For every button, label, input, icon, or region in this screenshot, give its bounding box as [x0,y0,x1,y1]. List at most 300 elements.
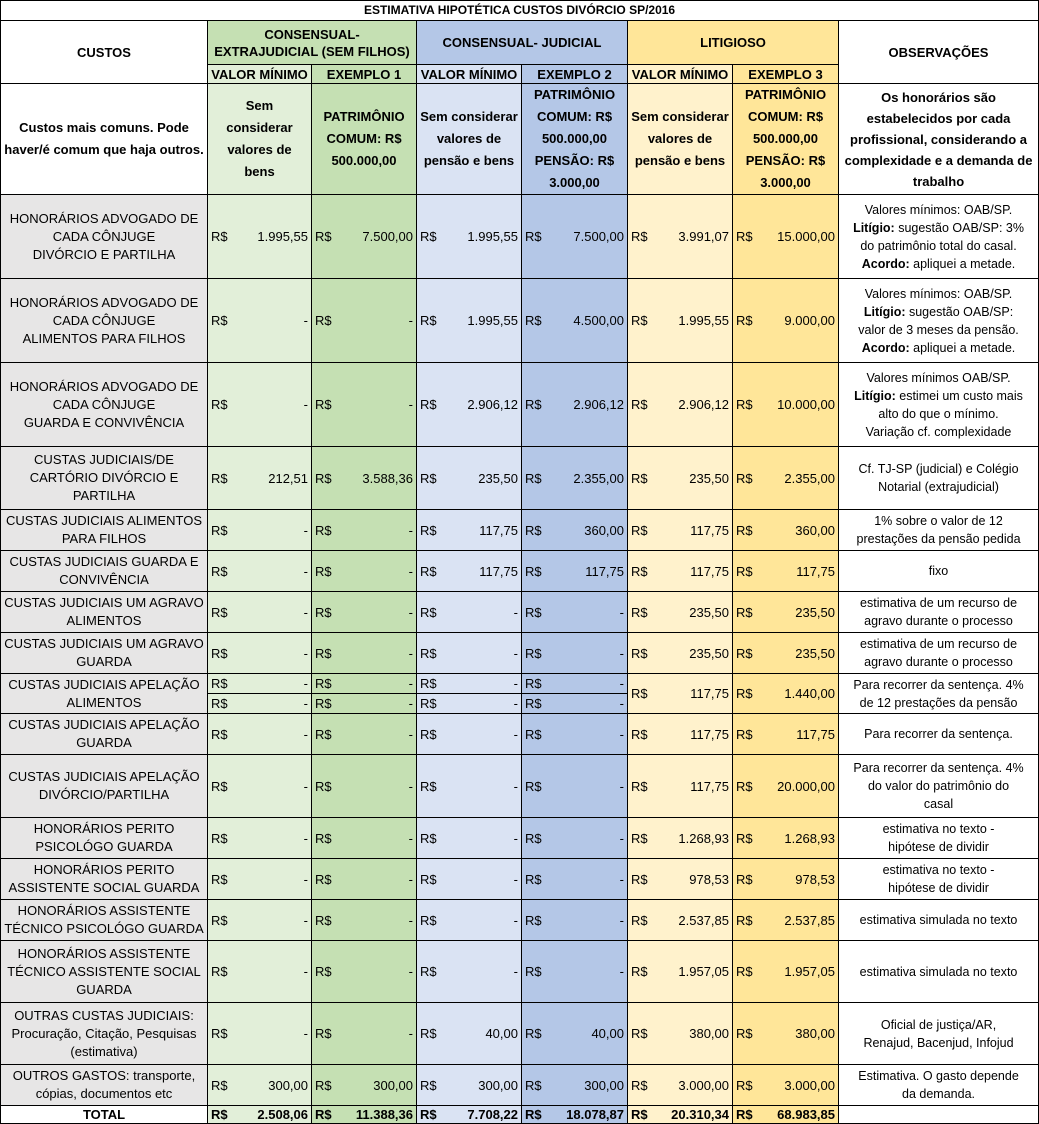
value-cell [733,859,839,900]
currency-symbol: R$ [315,645,332,661]
observation-text: estimativa no texto - [882,822,995,836]
observation-line [842,1085,1035,1103]
currency-symbol: R$ [420,778,437,794]
amount: 40,00 [591,1026,624,1041]
value-cell [208,755,312,818]
value-cell [628,1003,733,1065]
value-cell [733,1003,839,1065]
amount: - [513,645,518,661]
amount: 40,00 [485,1026,518,1041]
observation-text: apliquei a metade. [909,340,1016,355]
observation-text: Valores mínimos: OAB/SP. [864,202,1013,217]
amount: - [303,604,308,620]
value-cell [628,551,733,592]
observation-line [842,795,1035,813]
amount: 11.388,36 [355,1106,413,1122]
value-cell [417,755,522,818]
table-row [1,592,1039,633]
value-cell [312,1003,417,1065]
total-value-cell [312,1106,417,1124]
currency-symbol: R$ [211,229,228,244]
value-cell [417,447,522,510]
value-cell [417,859,522,900]
amount: 360,00 [584,522,624,538]
observation-line [842,676,1035,694]
value-cell [417,195,522,279]
observation-line [842,963,1035,981]
cost-label-line: HONORÁRIOS PERITO [33,862,175,877]
cost-label [1,1003,208,1065]
cost-label-line: CARTÓRIO DIVÓRCIO E [29,470,179,485]
amount: - [513,871,518,887]
table-row [1,633,1039,674]
value-cell [733,818,839,859]
value-cell [312,551,417,592]
currency-symbol: R$ [736,778,753,794]
currency-symbol: R$ [525,964,542,979]
observation-line [842,219,1035,237]
observation-bold: Acordo: [861,256,910,271]
cost-label-line: PARA FILHOS [61,531,147,546]
amount: 978,53 [795,871,835,887]
amount: 117,75 [690,563,729,579]
currency-symbol: R$ [420,726,437,742]
observation-text: agravo durante o processo [864,655,1013,669]
value-cell [628,1065,733,1106]
total-label: TOTAL [1,1106,208,1124]
value-cell [312,694,417,714]
header-valor-minimo: VALOR MÍNIMO [417,65,522,84]
amount: 235,50 [689,645,729,661]
value-cell [522,195,628,279]
observation-cell [839,818,1039,859]
table-row [1,279,1039,363]
amount: 7.500,00 [362,229,413,244]
observation-cell [839,714,1039,755]
observation-text: agravo durante o processo [864,614,1013,628]
currency-symbol: R$ [315,1106,332,1122]
value-cell [417,1065,522,1106]
observation-text: estimativa simulada no texto [859,913,1018,927]
value-cell [522,551,628,592]
cost-label-line: HONORÁRIOS ADVOGADO DE [9,210,199,226]
amount: - [408,871,413,887]
currency-symbol: R$ [525,604,542,620]
value-cell [522,900,628,941]
observation-line [842,512,1035,530]
currency-symbol: R$ [315,470,332,486]
table-row [1,900,1039,941]
value-cell [312,755,417,818]
value-cell [733,447,839,510]
observation-line [842,255,1035,273]
observation-cell [839,447,1039,510]
table-row [1,447,1039,510]
observation-text: do valor do patrimônio do [867,779,1010,793]
observation-line [842,777,1035,795]
value-cell [522,633,628,674]
observation-line [842,369,1035,387]
amount: 117,75 [796,726,835,742]
currency-symbol: R$ [211,912,228,928]
observation-text: da demanda. [902,1087,976,1101]
observation-text: Valores mínimos OAB/SP. [866,370,1011,385]
amount: 2.508,06 [257,1106,308,1122]
amount: - [303,830,308,846]
value-cell [417,592,522,633]
amount: 235,50 [478,470,518,486]
value-cell [312,363,417,447]
cost-label-line: OUTRAS CUSTAS JUDICIAIS: [14,1007,194,1023]
amount: 3.000,00 [784,1077,835,1093]
amount: 360,00 [795,522,835,538]
observation-text: sugestão OAB/SP: [905,304,1014,319]
observation-line [842,911,1035,929]
value-cell [208,633,312,674]
observation-text: estimei um custo mais [895,388,1023,403]
header-judicial: CONSENSUAL- JUDICIAL [417,21,628,65]
value-cell [312,510,417,551]
value-cell [733,941,839,1003]
amount: 2.906,12 [467,397,518,412]
currency-symbol: R$ [525,675,542,691]
value-cell [208,1065,312,1106]
observation-line [842,405,1035,423]
amount: 1.995,55 [678,313,729,328]
cost-label [1,941,208,1003]
cost-label [1,714,208,755]
amount: - [619,964,624,979]
desc-custos: Custos mais comuns. Pode haver/é comum que haja outros. [1,84,208,195]
amount: - [513,726,518,742]
amount: 20.310,34 [671,1106,729,1122]
value-cell [208,941,312,1003]
amount: 117,75 [479,522,518,538]
amount: - [619,778,624,794]
cost-label-line: CUSTAS JUDICIAIS/DE [34,452,174,467]
currency-symbol: R$ [315,229,332,244]
cost-label-line: OUTROS GASTOS: transporte, [12,1068,196,1083]
table-row [1,818,1039,859]
value-cell [733,714,839,755]
observation-line [842,387,1035,405]
amount: 1.995,55 [467,229,518,244]
observation-line [842,478,1035,496]
cost-label-line: CUSTAS JUDICIAIS UM AGRAVO [4,595,204,610]
value-cell [628,674,733,714]
currency-symbol: R$ [736,522,753,538]
observation-text: valor de 3 meses da pensão. [858,322,1019,337]
amount: 1.440,00 [784,686,835,701]
cost-label-line: CADA CÔNJUGE [52,228,156,244]
observation-line [842,759,1035,777]
amount: - [303,695,308,711]
value-cell [208,1003,312,1065]
table-row [1,195,1039,279]
observation-cell [839,941,1039,1003]
value-cell [312,592,417,633]
value-cell [628,633,733,674]
cost-label [1,633,208,674]
amount: 4.500,00 [573,313,624,328]
observation-line [842,694,1035,712]
amount: - [408,912,413,928]
observation-line [842,1034,1035,1052]
currency-symbol: R$ [736,604,753,620]
amount: 3.000,00 [678,1077,729,1093]
value-cell [628,714,733,755]
observation-text: Para recorrer da sentença. [864,727,1013,741]
cost-label-line: HONORÁRIOS ASSISTENTE [17,903,191,918]
observation-text: fixo [928,564,949,578]
cost-label-line: HONORÁRIOS PERITO [33,821,175,836]
observation-cell [839,633,1039,674]
currency-symbol: R$ [315,912,332,928]
amount: 2.906,12 [573,397,624,412]
observation-cell [839,1003,1039,1065]
cost-label-line: TÉCNICO PSICOLÓGO GUARDA [4,921,204,936]
value-cell [208,674,312,694]
observation-line [842,861,1035,879]
currency-symbol: R$ [420,675,437,691]
currency-symbol: R$ [315,695,332,711]
observation-cell [839,1065,1039,1106]
value-cell [628,510,733,551]
amount: 7.708,22 [467,1106,518,1122]
amount: 1.268,93 [784,830,835,846]
value-cell [733,510,839,551]
table-row [1,755,1039,818]
cost-label [1,755,208,818]
value-cell [417,363,522,447]
amount: - [303,397,308,412]
amount: - [619,830,624,846]
currency-symbol: R$ [211,830,228,846]
value-cell [628,755,733,818]
value-cell [522,714,628,755]
value-cell [417,941,522,1003]
header-litigioso: LITIGIOSO [628,21,839,65]
currency-symbol: R$ [420,871,437,887]
value-cell [628,941,733,1003]
value-cell [733,363,839,447]
value-cell [628,592,733,633]
cost-label-line: CUSTAS JUDICIAIS UM AGRAVO [4,636,204,651]
observation-text: Notarial (extrajudicial) [878,480,999,494]
cost-label-line: GUARDA E CONVIVÊNCIA [23,414,185,430]
amount: - [408,313,413,328]
observation-cell [839,363,1039,447]
value-cell [208,551,312,592]
desc-exemplo: PATRIMÔNIO COMUM: R$ 500.000,00 [312,84,417,195]
currency-symbol: R$ [631,1077,648,1093]
currency-symbol: R$ [211,313,228,328]
currency-symbol: R$ [631,470,648,486]
total-observation-cell [839,1106,1039,1124]
amount: 2.537,85 [678,912,729,928]
currency-symbol: R$ [211,604,228,620]
amount: - [303,964,308,979]
amount: 1.957,05 [678,964,729,979]
currency-symbol: R$ [211,645,228,661]
amount: 3.588,36 [362,470,413,486]
cost-label-line: (estimativa) [70,1043,138,1059]
currency-symbol: R$ [420,964,437,979]
currency-symbol: R$ [211,397,228,412]
value-cell [208,859,312,900]
observation-text: apliquei a metade. [909,256,1016,271]
value-cell [208,510,312,551]
value-cell [417,900,522,941]
cost-label [1,195,208,279]
currency-symbol: R$ [315,313,332,328]
currency-symbol: R$ [631,645,648,661]
amount: - [303,675,308,691]
observation-bold: Litígio: [863,304,906,319]
cost-label-line: CUSTAS JUDICIAIS ALIMENTOS [5,513,202,528]
currency-symbol: R$ [420,830,437,846]
cost-label-line: CUSTAS JUDICIAIS APELAÇÃO [8,769,200,784]
value-cell [628,279,733,363]
observation-cell [839,674,1039,714]
currency-symbol: R$ [420,397,437,412]
value-cell [417,279,522,363]
observation-line [842,612,1035,630]
value-cell [312,714,417,755]
currency-symbol: R$ [420,604,437,620]
amount: - [619,912,624,928]
amount: 10.000,00 [777,397,835,412]
cost-label-line: ALIMENTOS [66,694,142,710]
cost-label [1,510,208,551]
cost-label [1,859,208,900]
currency-symbol: R$ [631,397,648,412]
amount: - [408,830,413,846]
currency-symbol: R$ [736,964,753,979]
observation-line [842,635,1035,653]
observation-text: Oficial de justiça/AR, [880,1017,997,1032]
amount: - [303,313,308,328]
currency-symbol: R$ [420,1026,437,1041]
currency-symbol: R$ [420,645,437,661]
amount: 235,50 [689,470,729,486]
observation-text: do patrimônio total do casal. [860,238,1017,253]
value-cell [312,859,417,900]
desc-valor-minimo: Sem considerar valores de pensão e bens [417,84,522,195]
currency-symbol: R$ [525,695,542,711]
observation-text: Cf. TJ-SP (judicial) e Colégio [858,462,1019,476]
amount: - [513,778,518,794]
currency-symbol: R$ [211,470,228,486]
value-cell [208,363,312,447]
observation-text: 1% sobre o valor de 12 [874,514,1003,528]
amount: - [513,830,518,846]
amount: - [303,871,308,887]
currency-symbol: R$ [736,470,753,486]
currency-symbol: R$ [211,871,228,887]
amount: - [619,871,624,887]
cost-label [1,363,208,447]
cost-label-line: PSICOLÓGO GUARDA [35,839,173,854]
currency-symbol: R$ [736,686,753,701]
currency-symbol: R$ [631,726,648,742]
header-valor-minimo: VALOR MÍNIMO [208,65,312,84]
amount: - [408,522,413,538]
amount: 2.537,85 [784,912,835,928]
cost-label [1,447,208,510]
amount: 1.995,55 [257,229,308,244]
amount: - [303,778,308,794]
value-cell [312,900,417,941]
value-cell [522,694,628,714]
amount: 1.268,93 [678,830,729,846]
amount: - [619,675,624,691]
currency-symbol: R$ [211,1106,228,1122]
currency-symbol: R$ [420,912,437,928]
value-cell [417,714,522,755]
currency-symbol: R$ [315,964,332,979]
amount: - [303,912,308,928]
currency-symbol: R$ [525,830,542,846]
desc-exemplo: PATRIMÔNIO COMUM: R$ 500.000,00 PENSÃO: R$ 3.000,00 [522,84,628,195]
observation-line [842,838,1035,856]
currency-symbol: R$ [631,871,648,887]
amount: - [408,778,413,794]
currency-symbol: R$ [736,830,753,846]
value-cell [312,1065,417,1106]
value-cell [522,447,628,510]
amount: - [513,675,518,691]
currency-symbol: R$ [315,563,332,579]
cost-label-line: cópias, documentos etc [35,1086,173,1101]
currency-symbol: R$ [211,563,228,579]
observation-text: Estimativa. O gasto depende [858,1069,1019,1083]
cost-label-line: CADA CÔNJUGE [52,312,156,328]
currency-symbol: R$ [736,563,753,579]
observation-text: estimativa de um recurso de [860,637,1018,651]
observation-text: sugestão OAB/SP: 3% [894,220,1024,235]
table-row [1,859,1039,900]
amount: 235,50 [795,645,835,661]
amount: 2.906,12 [678,397,729,412]
amount: 380,00 [795,1026,835,1041]
amount: 68.983,85 [777,1106,835,1122]
currency-symbol: R$ [525,1026,542,1041]
cost-label-line: PARTILHA [72,488,136,503]
currency-symbol: R$ [315,397,332,412]
amount: - [303,563,308,579]
amount: - [619,726,624,742]
observation-line [842,725,1035,743]
currency-symbol: R$ [525,912,542,928]
observation-line [842,1016,1035,1034]
value-cell [417,1003,522,1065]
amount: 117,75 [690,726,729,742]
value-cell [208,447,312,510]
amount: - [619,604,624,620]
currency-symbol: R$ [315,1026,332,1041]
currency-symbol: R$ [315,830,332,846]
observation-text: Para recorrer da sentença. 4% [853,761,1024,775]
desc-valor-minimo: Sem considerar valores de bens [208,84,312,195]
cost-label-line: CUSTAS JUDICIAIS GUARDA E [9,554,199,569]
currency-symbol: R$ [525,229,542,244]
currency-symbol: R$ [211,726,228,742]
header-exemplo-3: EXEMPLO 3 [733,65,839,84]
value-cell [312,279,417,363]
currency-symbol: R$ [736,1026,753,1041]
amount: 380,00 [689,1026,729,1041]
